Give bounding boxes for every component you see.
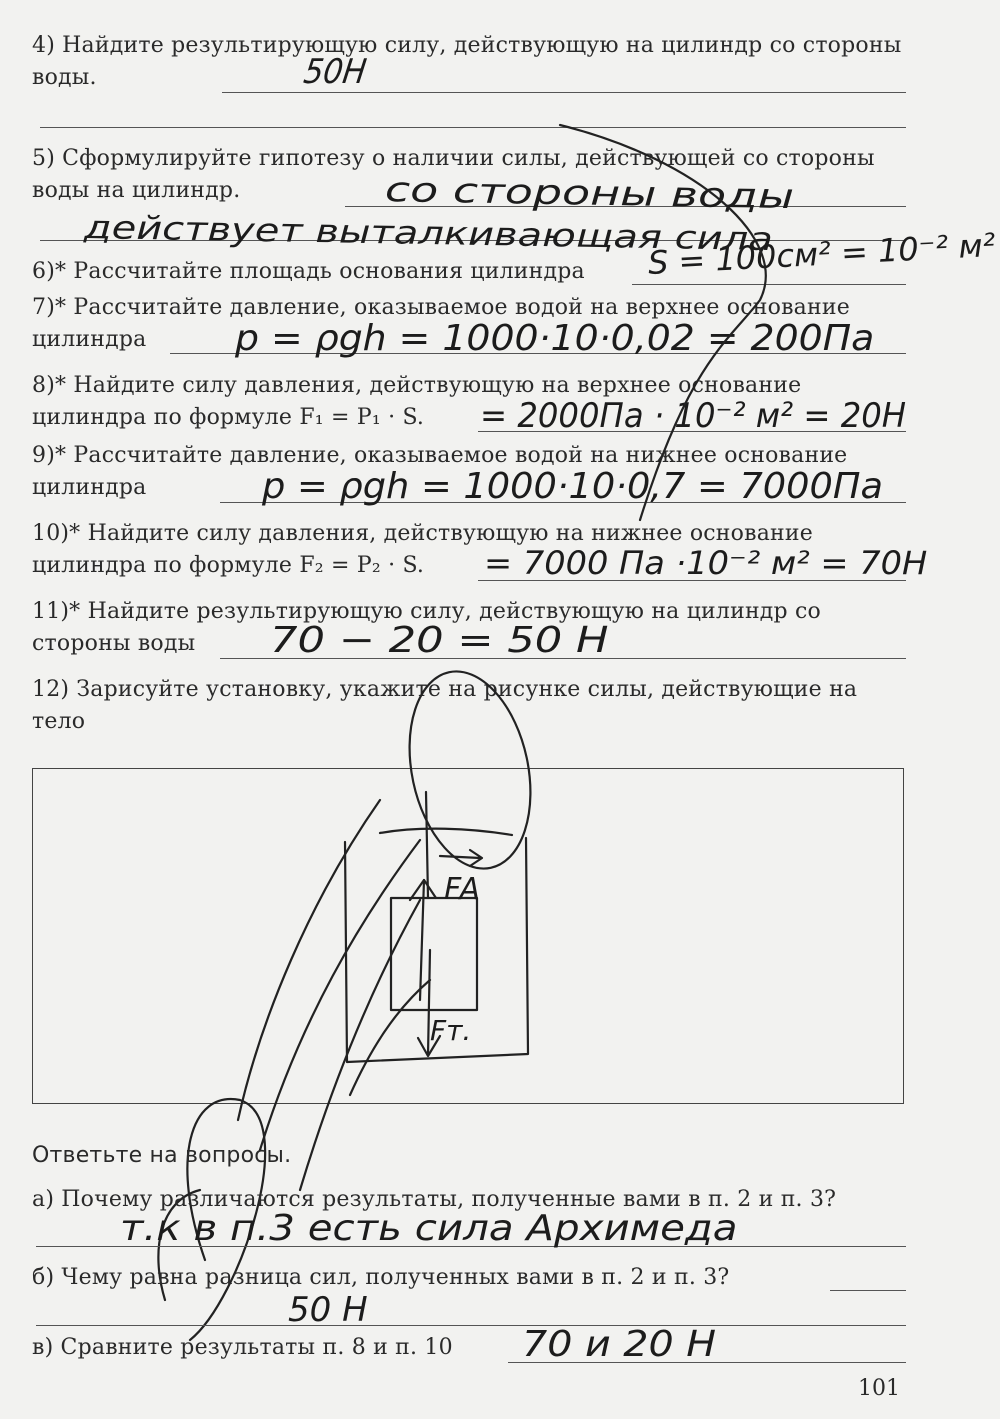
handwritten-answer-8: = 2000Па · 10⁻² м² = 20Н [480,396,907,436]
final-question-a: а) Почему различаются результаты, полученные вами в п. 2 и п. 3? [32,1187,837,1212]
final-question-c: в) Сравните результаты п. 8 и п. 10 [32,1335,453,1360]
answer-line-b2 [36,1325,906,1326]
scribble-line-top [560,125,766,520]
handwritten-answer-6: S = 100см² = 10⁻² м² [647,225,997,282]
answers-header: Ответьте на вопросы. [32,1143,292,1168]
question-10: 10)* Найдите силу давления, действующую на нижнее основание цилиндра по формуле F₂ = P₂ · S. [32,521,813,578]
question-7: 7)* Рассчитайте давление, оказываемое водой на верхнее основание цилиндра [32,295,850,352]
cylinder-outline [391,898,477,1010]
handwritten-answer-a: т.к в п.3 есть сила Архимеда [120,1208,738,1249]
question-12: 12) Зарисуйте установку, укажите на рисунке силы, действующие на тело [32,677,858,734]
scribble-line-left [238,800,380,1120]
answer-line-b1 [830,1290,906,1291]
handwritten-answer-10: = 7000 Па ·10⁻² м² = 70Н [484,544,928,582]
handwritten-answer-b: 50 Н [288,1290,368,1330]
force-label-archimedes: FA [444,872,481,907]
handwritten-answer-c: 70 и 20 Н [522,1324,717,1365]
force-label-gravity: Fт. [430,1014,472,1047]
handwritten-answer-7: p = ρgh = 1000·10·0,02 = 200Па [235,318,875,359]
question-5: 5) Сформулируйте гипотезу о наличии силы, действующей со стороны воды на цилиндр. [32,146,875,203]
handwritten-answer-5b: действует выталкивающая сила [83,208,774,259]
question-8: 8)* Найдите силу давления, действующую на верхнее основание цилиндра по формуле F₁ = P₁ · S. [32,373,802,430]
handwritten-answer-11: 70 − 20 = 50 Н [270,620,609,661]
handwritten-answer-4: 50Н [301,52,369,92]
water-surface [380,829,512,835]
page-number: 101 [858,1376,900,1401]
question-11: 11)* Найдите результирующую силу, действующую на цилиндр со стороны воды [32,599,821,656]
final-question-b: б) Чему равна разница сил, полученных вами в п. 2 и п. 3? [32,1265,730,1290]
question-6: 6)* Рассчитайте площадь основания цилиндра [32,259,585,284]
question-4: 4) Найдите результирующую силу, действующую на цилиндр со стороны воды. [32,33,902,90]
handwritten-answer-9: p = ρgh = 1000·10·0,7 = 7000Па [262,466,884,507]
handwritten-answer-5a: со стороны воды [384,170,795,218]
question-9: 9)* Рассчитайте давление, оказываемое водой на нижнее основание цилиндра [32,443,848,500]
